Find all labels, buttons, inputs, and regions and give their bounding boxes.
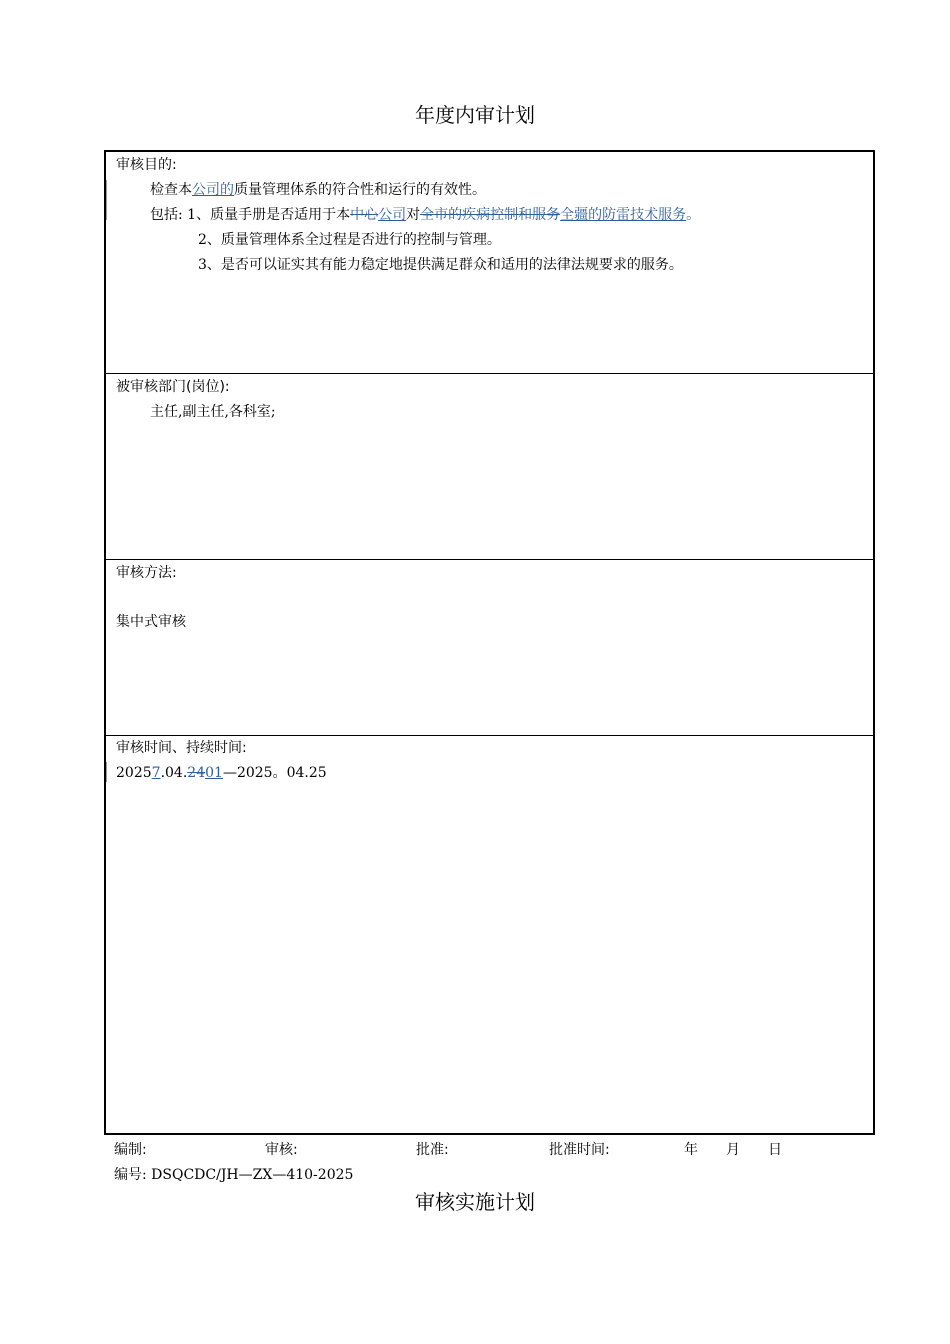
- audit-method-label: 审核方法:: [116, 565, 177, 581]
- inserted-text: 01: [205, 765, 223, 781]
- audit-plan-form: [104, 150, 875, 1135]
- audit-purpose-line-2: [150, 206, 700, 224]
- deleted-text: 24: [187, 765, 206, 781]
- audit-time-section: [106, 736, 873, 1133]
- text-run: 。: [686, 207, 701, 223]
- approval-time-label: 批准时间:: [549, 1142, 610, 1158]
- audit-time-value: [116, 764, 327, 782]
- audit-purpose-line-1: [150, 181, 486, 199]
- text-run: 包括: 1、质量手册是否适用于本: [150, 207, 351, 223]
- audited-department-value: 主任,副主任,各科室;: [150, 404, 276, 420]
- deleted-text: 中心: [350, 207, 379, 223]
- text-run: 检查本: [150, 182, 192, 198]
- audit-method-section: [106, 560, 873, 736]
- text-run: .04.: [160, 765, 188, 781]
- approved-by-label: 批准:: [416, 1142, 449, 1158]
- revision-change-bar: [106, 762, 107, 782]
- page-title: 年度内审计划: [415, 103, 535, 127]
- document-number: 编号: DSQCDC/JH—ZX—410-2025: [114, 1167, 354, 1183]
- audit-purpose-section: [106, 152, 873, 374]
- audit-purpose-label: 审核目的:: [116, 157, 177, 173]
- inserted-text: 公司: [378, 207, 407, 223]
- text-run: —2025。04.25: [222, 765, 327, 781]
- compiled-by-label: 编制:: [114, 1142, 147, 1158]
- audit-purpose-item-2: 2、质量管理体系全过程是否进行的控制与管理。: [198, 232, 501, 248]
- deleted-text: 全市的疾病控制和服务: [420, 207, 561, 223]
- audit-time-label: 审核时间、持续时间:: [116, 740, 247, 756]
- next-section-title: 审核实施计划: [415, 1190, 535, 1214]
- audited-department-section: [106, 374, 873, 560]
- text-run: 2025: [116, 765, 152, 781]
- audit-purpose-item-3: 3、是否可以证实其有能力稳定地提供满足群众和适用的法律法规要求的服务。: [198, 257, 683, 273]
- revision-change-bar: [106, 180, 107, 220]
- audited-department-label: 被审核部门(岗位):: [116, 379, 230, 395]
- text-run: 质量管理体系的符合性和运行的有效性。: [234, 182, 486, 198]
- inserted-text: 全疆的防雷技术服务: [560, 207, 687, 223]
- inserted-text: 公司的: [192, 182, 234, 198]
- reviewed-by-label: 审核:: [265, 1142, 298, 1158]
- text-run: 对: [406, 207, 421, 223]
- year-label: 年: [684, 1142, 698, 1158]
- day-label: 日: [768, 1142, 782, 1158]
- audit-method-value: 集中式审核: [116, 614, 186, 630]
- inserted-text: 7: [151, 765, 161, 781]
- month-label: 月: [726, 1142, 740, 1158]
